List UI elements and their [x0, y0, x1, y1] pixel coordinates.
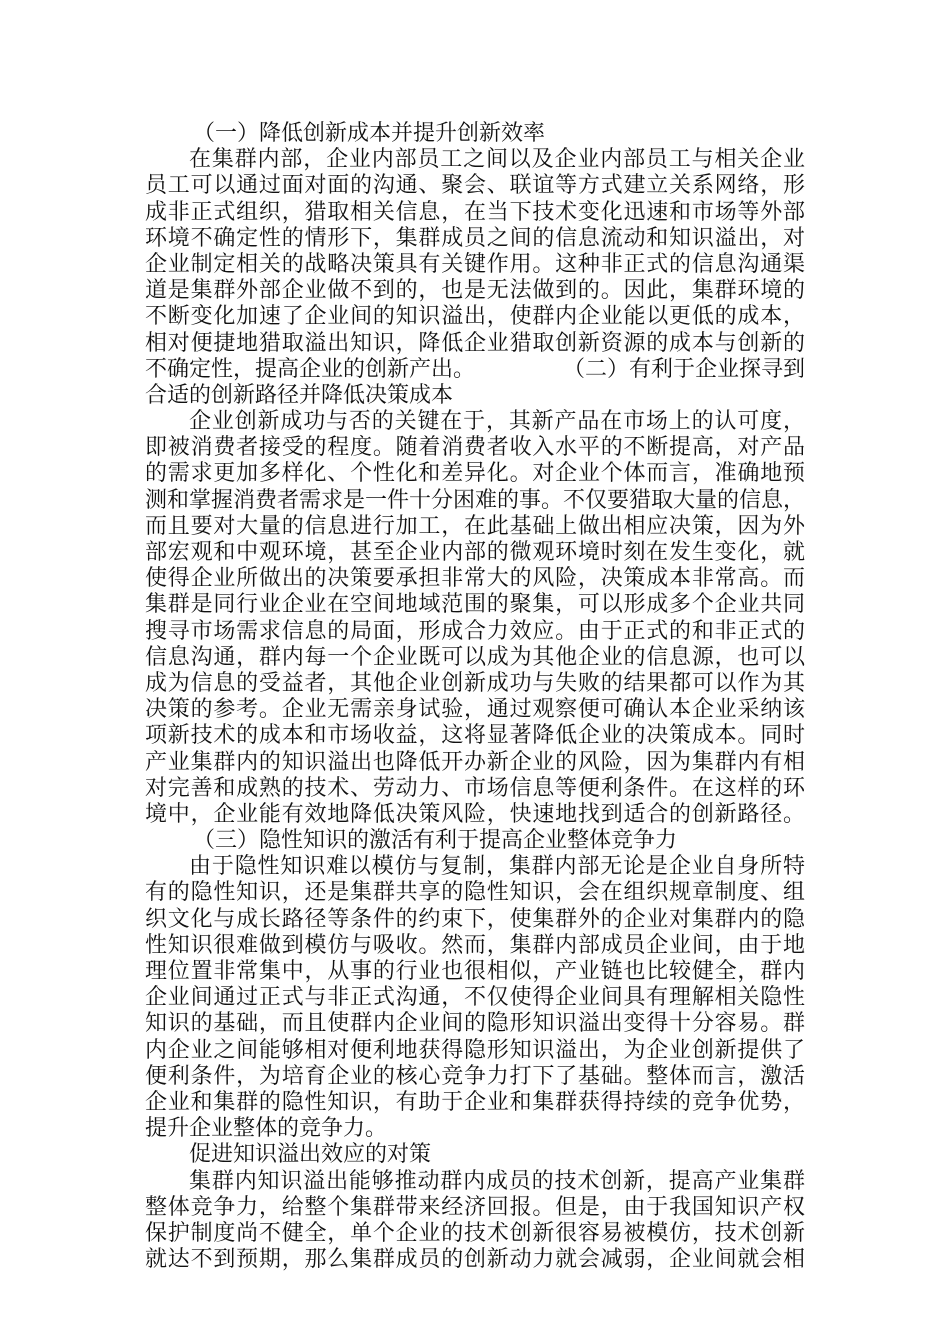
paragraph-line: 项新技术的成本和市场收益，这将显著降低企业的决策成本。同时 [145, 723, 805, 749]
paragraph-line: 有的隐性知识，还是集群共享的隐性知识，会在组织规章制度、组 [145, 880, 805, 906]
paragraph-line: 企业创新成功与否的关键在于，其新产品在市场上的认可度， [189, 409, 805, 435]
paragraph-line: 成非正式组织，猎取相关信息，在当下技术变化迅速和市场等外部 [145, 199, 805, 225]
paragraph-line: 道是集群外部企业做不到的，也是无法做到的。因此，集群环境的 [145, 278, 805, 304]
paragraph-line: 使得企业所做出的决策要承担非常大的风险，决策成本非常高。而 [145, 566, 805, 592]
section-heading: （二）有利于企业探寻到 [562, 356, 805, 382]
section-heading: 促进知识溢出效应的对策 [189, 1142, 432, 1168]
paragraph-line: 相对便捷地猎取溢出知识，降低企业猎取创新资源的成本与创新的 [145, 330, 805, 356]
paragraph-line: 境中，企业能有效地降低决策风险，快速地找到适合的创新路径。 [145, 801, 805, 827]
paragraph-line: 知识的基础，而且使群内企业间的隐形知识溢出变得十分容易。群 [145, 1011, 805, 1037]
paragraph-line: 的需求更加多样化、个性化和差异化。对企业个体而言，准确地预 [145, 461, 805, 487]
paragraph-line: 企业和集群的隐性知识，有助于企业和集群获得持续的竞争优势， [145, 1089, 805, 1115]
section-heading-continued: 合适的创新路径并降低决策成本 [145, 382, 454, 408]
paragraph-line: 理位置非常集中，从事的行业也很相似，产业链也比较健全，群内 [145, 959, 805, 984]
paragraph-line: 便利条件，为培育企业的核心竞争力打下了基础。整体而言，激活 [145, 1063, 805, 1089]
paragraph-line: 企业制定相关的战略决策具有关键作用。这种非正式的信息沟通渠 [145, 251, 805, 277]
paragraph-line: 测和掌握消费者需求是一件十分困难的事。不仅要猎取大量的信息， [145, 487, 806, 513]
paragraph-line: 内企业之间能够相对便利地获得隐形知识溢出，为企业创新提供了 [145, 1037, 805, 1063]
paragraph-line: 企业间通过正式与非正式沟通，不仅使得企业间具有理解相关隐性 [145, 985, 805, 1011]
paragraph-line: 织文化与成长路径等条件的约束下，使集群外的企业对集群内的隐 [145, 906, 805, 932]
paragraph-line: 搜寻市场需求信息的局面，形成合力效应。由于正式的和非正式的 [145, 618, 805, 644]
paragraph-line: 保护制度尚不健全，单个企业的技术创新很容易被模仿，技术创新 [145, 1220, 805, 1246]
paragraph-line: 成为信息的受益者，其他企业创新成功与失败的结果都可以作为其 [145, 670, 805, 696]
paragraph-line: 部宏观和中观环境，甚至企业内部的微观环境时刻在发生变化，就 [145, 540, 805, 565]
section-heading: （一）降低创新成本并提升创新效率 [193, 121, 546, 146]
paragraph-line: 集群内知识溢出能够推动群内成员的技术创新，提高产业集群 [189, 1168, 805, 1194]
paragraph-line: 产业集群内的知识溢出也降低开办新企业的风险，因为集群内有相 [145, 749, 805, 775]
paragraph-line: 整体竞争力，给整个集群带来经济回报。但是，由于我国知识产权 [145, 1194, 805, 1220]
paragraph-line: 就达不到预期，那么集群成员的创新动力就会减弱，企业间就会相 [145, 1247, 805, 1273]
paragraph-line: 对完善和成熟的技术、劳动力、市场信息等便利条件。在这样的环 [145, 775, 805, 801]
paragraph-line: 在集群内部，企业内部员工之间以及企业内部员工与相关企业 [189, 147, 805, 173]
paragraph-line-end: 不确定性，提高企业的创新产出。 [145, 356, 476, 382]
paragraph-line: 即被消费者接受的程度。随着消费者收入水平的不断提高，对产品 [145, 435, 805, 461]
paragraph-line: 环境不确定性的情形下，集群成员之间的信息流动和知识溢出，对 [145, 225, 805, 251]
paragraph-line: 信息沟通，群内每一个企业既可以成为其他企业的信息源，也可以 [145, 644, 805, 670]
paragraph-line: 性知识很难做到模仿与吸收。然而，集群内部成员企业间，由于地 [145, 932, 805, 958]
document-body [145, 121, 805, 1273]
paragraph-line: 集群是同行业企业在空间地域范围的聚集，可以形成多个企业共同 [145, 592, 805, 618]
mixed-line [145, 357, 805, 383]
paragraph-line: 而且要对大量的信息进行加工，在此基础上做出相应决策，因为外 [145, 513, 805, 539]
section-heading: （三）隐性知识的激活有利于提高企业整体竞争力 [193, 828, 678, 854]
paragraph-line: 不断变化加速了企业间的知识溢出，使群内企业能以更低的成本， [145, 304, 805, 330]
paragraph-line: 决策的参考。企业无需亲身试验，通过观察便可确认本企业采纳该 [145, 697, 805, 723]
paragraph-line: 由于隐性知识难以模仿与复制，集群内部无论是企业自身所特 [189, 854, 805, 880]
paragraph-line: 员工可以通过面对面的沟通、聚会、联谊等方式建立关系网络，形 [145, 173, 805, 199]
paragraph-line-end: 提升企业整体的竞争力。 [145, 1116, 388, 1142]
